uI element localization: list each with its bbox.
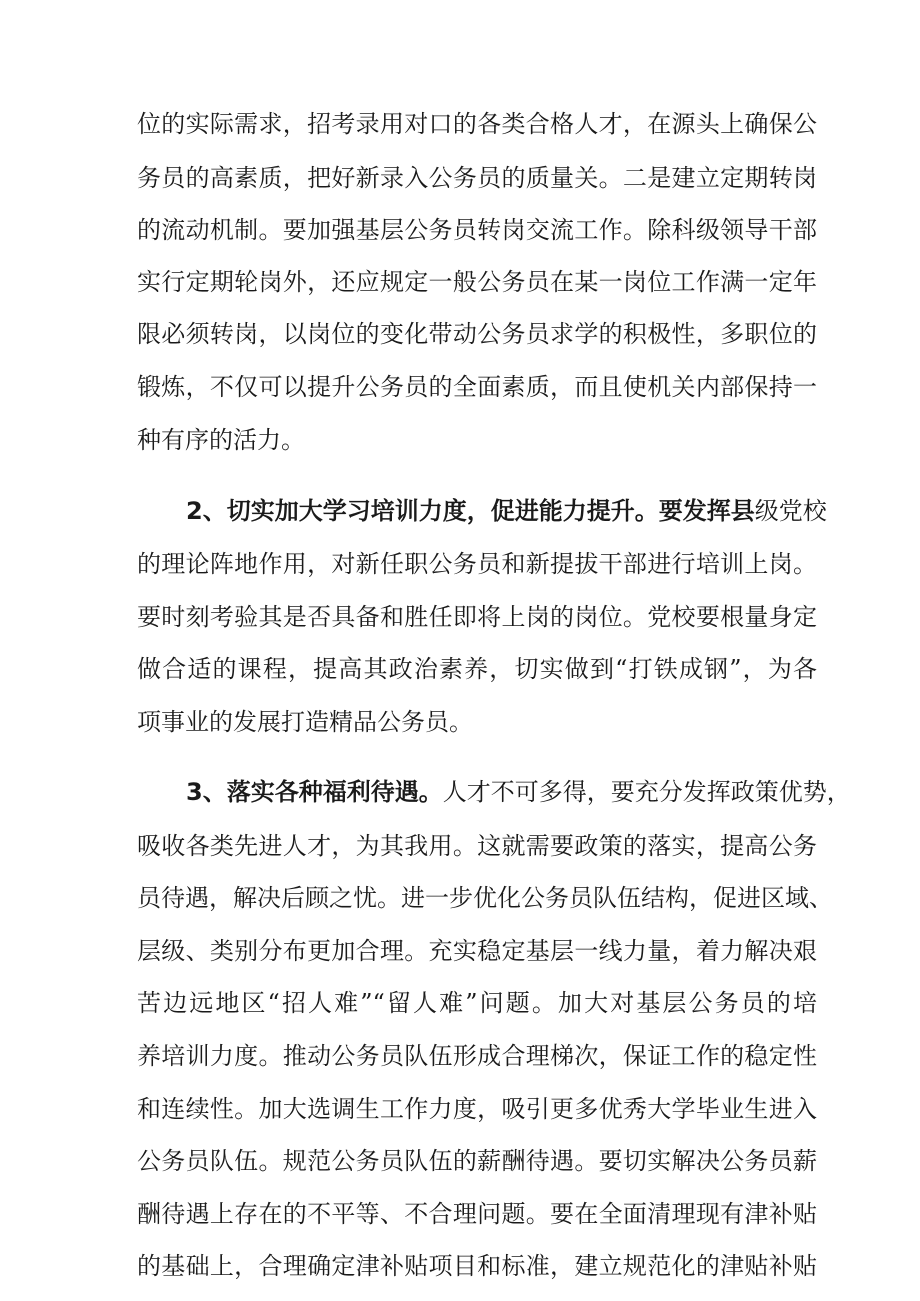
paragraph2-line-1: 的理论阵地作用，对新任职公务员和新提拔干部进行培训上岗。 <box>137 550 817 578</box>
paragraph2-heading: 2、切实加大学习培训力度，促进能力提升。要发挥县 <box>186 497 755 525</box>
paragraph3-line-9: 的基础上，合理确定津补贴项目和标准，建立规范化的津贴补贴 <box>137 1252 817 1280</box>
paragraph2-line-4: 项事业的发展打造精品公务员。 <box>137 708 473 736</box>
paragraph2-line-3: 做合适的课程，提高其政治素养，切实做到“打铁成钢”，为各 <box>137 655 817 683</box>
paragraph3-line-6: 和连续性。加大选调生工作力度，吸引更多优秀大学毕业生进入 <box>137 1095 817 1123</box>
paragraph2-heading-line <box>186 491 827 531</box>
paragraph3-heading-line <box>186 772 851 812</box>
paragraph1-line-7: 种有序的活力。 <box>137 426 305 454</box>
paragraph3-heading-tail: 人才不可多得，要充分发挥政策优势， <box>442 778 851 806</box>
paragraph3-line-7: 公务员队伍。规范公务员队伍的薪酬待遇。要切实解决公务员薪 <box>137 1147 817 1175</box>
paragraph1-line-1: 位的实际需求，招考录用对口的各类合格人才，在源头上确保公 <box>137 110 817 138</box>
paragraph1-line-4: 实行定期轮岗外，还应规定一般公务员在某一岗位工作满一定年 <box>137 268 817 296</box>
paragraph3-line-4: 苦边远地区“招人难”“留人难”问题。加大对基层公务员的培 <box>137 989 817 1017</box>
paragraph2-line-2: 要时刻考验其是否具备和胜任即将上岗的岗位。党校要根量身定 <box>137 603 817 631</box>
paragraph2-heading-tail: 级党校 <box>754 497 827 525</box>
paragraph3-heading: 3、落实各种福利待遇。 <box>186 778 443 806</box>
paragraph3-line-2: 员待遇，解决后顾之忧。进一步优化公务员队伍结构，促进区域、 <box>137 884 833 912</box>
paragraph1-line-5: 限必须转岗，以岗位的变化带动公务员求学的积极性，多职位的 <box>137 320 817 348</box>
paragraph3-line-5: 养培训力度。推动公务员队伍形成合理梯次，保证工作的稳定性 <box>137 1042 817 1070</box>
paragraph3-line-1: 吸收各类先进人才，为其我用。这就需要政策的落实，提高公务 <box>137 832 817 860</box>
paragraph1-line-2: 务员的高素质，把好新录入公务员的质量关。二是建立定期转岗 <box>137 164 817 192</box>
paragraph3-line-3: 层级、类别分布更加合理。充实稳定基层一线力量，着力解决艰 <box>137 937 817 965</box>
paragraph3-line-8: 酬待遇上存在的不平等、不合理问题。要在全面清理现有津补贴 <box>137 1200 817 1228</box>
paragraph1-line-6: 锻炼，不仅可以提升公务员的全面素质，而且使机关内部保持一 <box>137 373 817 401</box>
paragraph1-line-3: 的流动机制。要加强基层公务员转岗交流工作。除科级领导干部 <box>137 216 817 244</box>
